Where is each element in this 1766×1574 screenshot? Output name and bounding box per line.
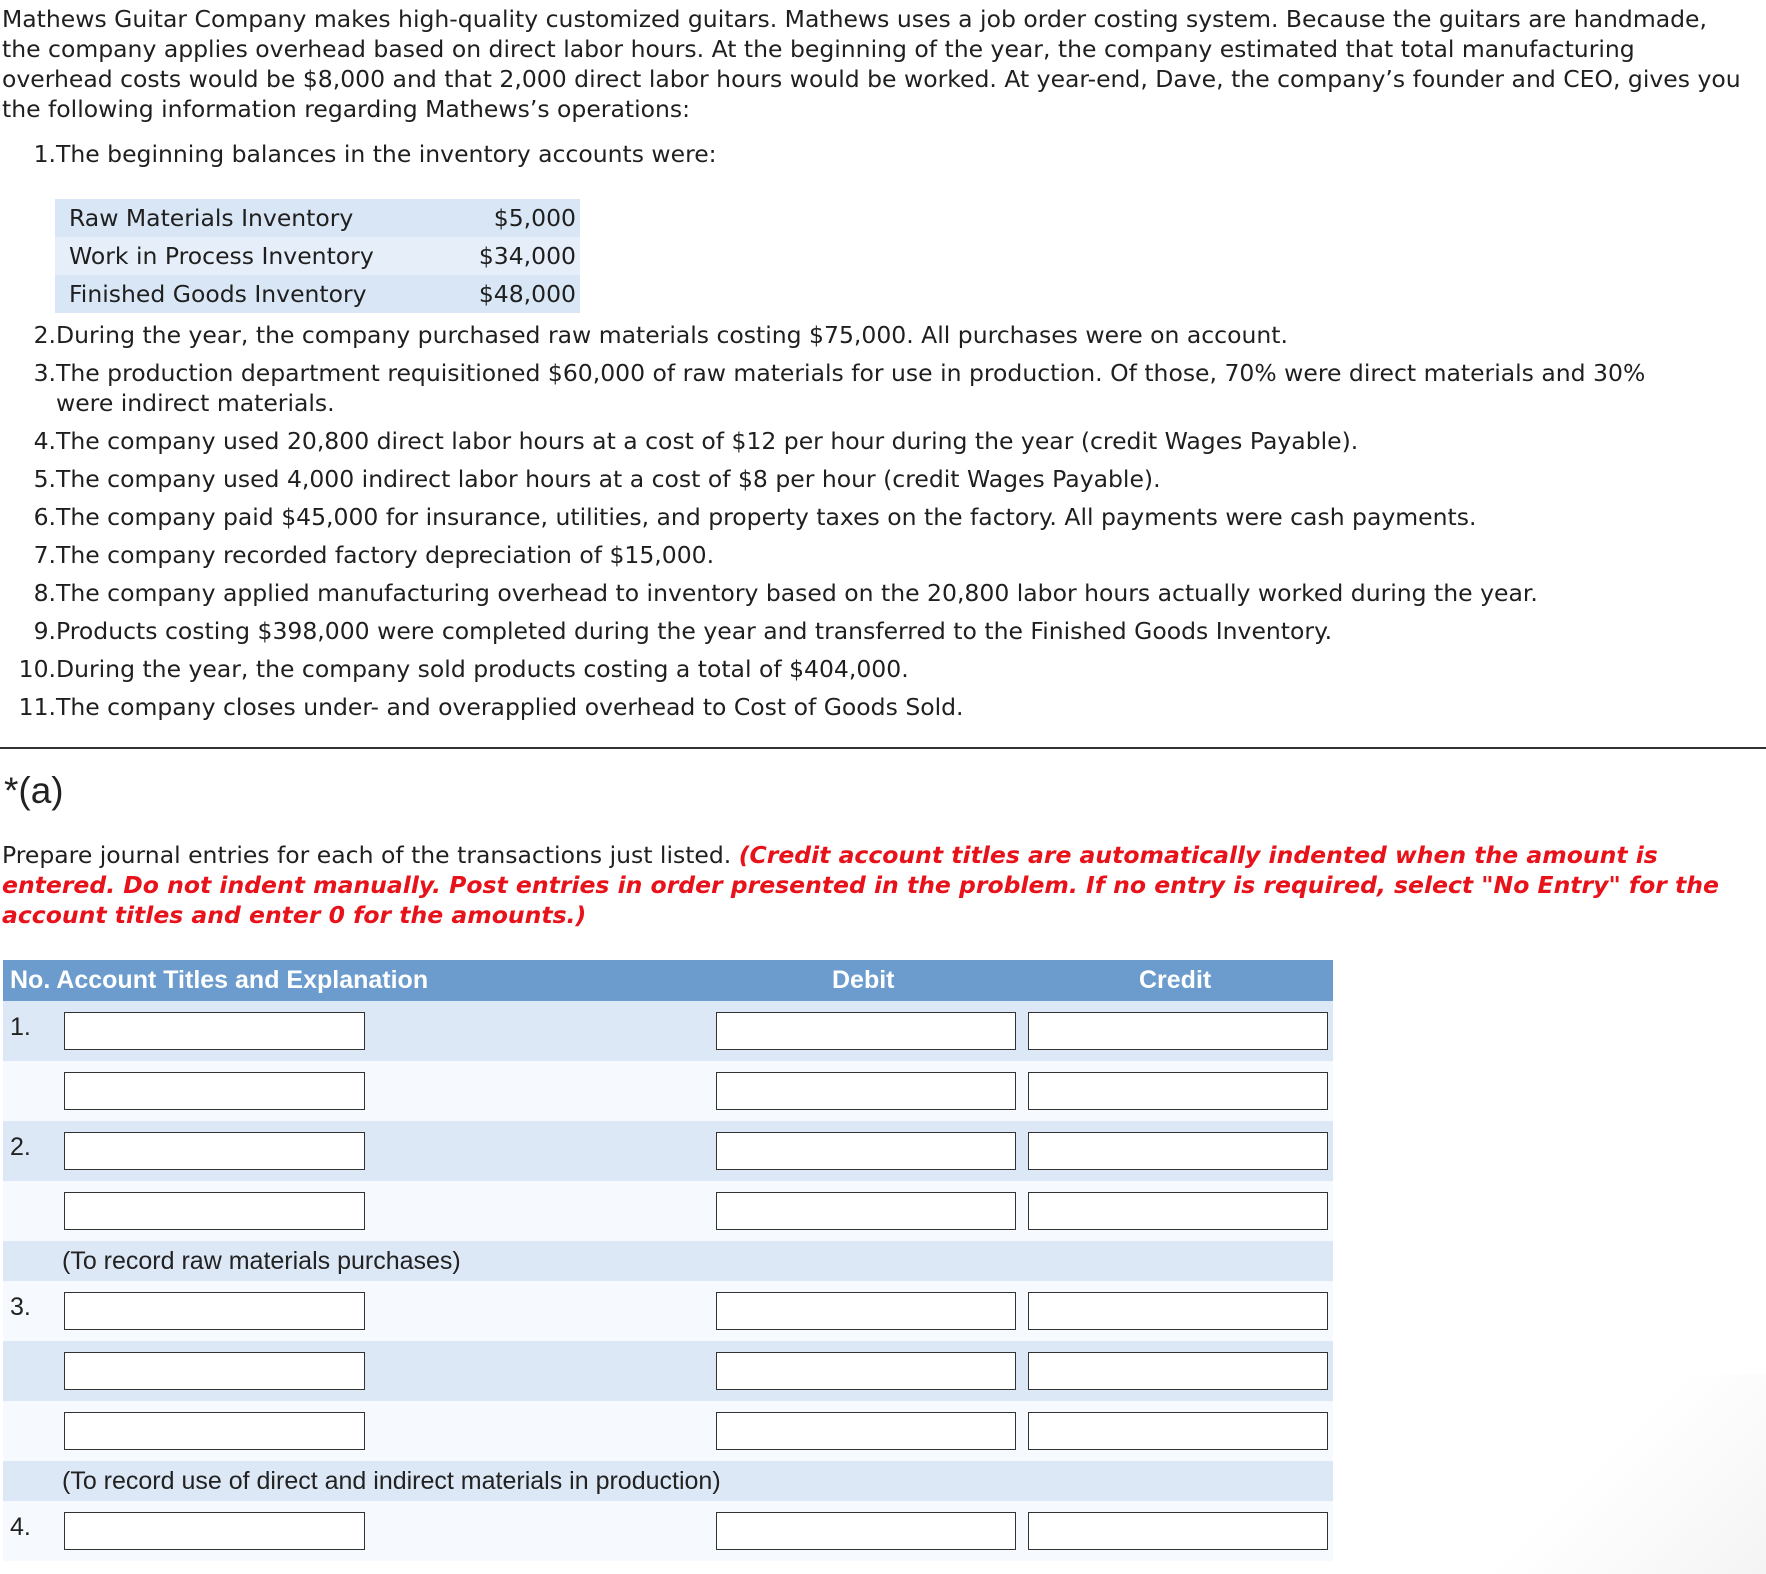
step-text: The beginning balances in the inventory accounts were:	[56, 140, 717, 168]
step-number: 11.	[18, 693, 56, 721]
beginning-balances-table	[55, 199, 580, 313]
credit-input[interactable]	[1028, 1292, 1328, 1330]
step-number: 8.	[33, 579, 56, 607]
step-text: The company applied manufacturing overhead to inventory based on the 20,800 labor hours actually worked during the year.	[56, 579, 1538, 607]
credit-input[interactable]	[1028, 1412, 1328, 1450]
instruction-text: Prepare journal entries for each of the transactions just listed.	[2, 841, 732, 869]
step-number: 10.	[18, 655, 56, 683]
journal-row	[3, 1341, 1333, 1401]
section-divider	[0, 747, 1766, 749]
step-text: During the year, the company purchased raw materials costing $75,000. All purchases were on account.	[56, 321, 1288, 349]
credit-input[interactable]	[1028, 1132, 1328, 1170]
step-number: 3.	[33, 359, 56, 387]
step-number: 1.	[33, 140, 56, 168]
account-title-input[interactable]	[64, 1072, 365, 1110]
step-2	[0, 320, 1750, 350]
journal-row	[3, 1181, 1333, 1241]
entry-explanation: (To record use of direct and indirect materials in production)	[62, 1467, 721, 1495]
debit-input[interactable]	[716, 1352, 1016, 1390]
header-account-titles: No. Account Titles and Explanation	[10, 966, 429, 994]
step-text: Products costing $398,000 were completed during the year and transferred to the Finished Goods Inventory.	[56, 617, 1333, 645]
balance-amount: $34,000	[443, 237, 580, 275]
step-text: The company paid $45,000 for insurance, utilities, and property taxes on the factory. All payments were cash payments.	[56, 503, 1477, 531]
entry-explanation: (To record raw materials purchases)	[62, 1247, 461, 1275]
step-10	[0, 654, 1750, 684]
journal-header	[3, 960, 1333, 1001]
journal-row	[3, 1001, 1333, 1061]
step-3	[0, 358, 1750, 418]
step-text: The company used 4,000 indirect labor hours at a cost of $8 per hour (credit Wages Payable).	[56, 465, 1161, 493]
debit-input[interactable]	[716, 1412, 1016, 1450]
debit-input[interactable]	[716, 1132, 1016, 1170]
step-text: The production department requisitioned $60,000 of raw materials for use in production. Of those, 70% were direct materials and 30% were indirect materials.	[56, 359, 1646, 417]
balance-amount: $5,000	[443, 199, 580, 237]
account-title-input[interactable]	[64, 1352, 365, 1390]
table-row	[55, 199, 580, 237]
account-title-input[interactable]	[64, 1512, 365, 1550]
step-1	[0, 139, 1750, 169]
journal-entry-table	[3, 960, 1333, 1561]
step-number: 7.	[33, 541, 56, 569]
part-label: *(a)	[4, 770, 64, 811]
entry-number: 4.	[10, 1513, 31, 1541]
journal-row	[3, 1401, 1333, 1461]
step-number: 4.	[33, 427, 56, 455]
header-credit: Credit	[1139, 966, 1212, 994]
step-text: The company recorded factory depreciation of $15,000.	[56, 541, 715, 569]
step-text: The company used 20,800 direct labor hours at a cost of $12 per hour during the year (credit Wages Payable).	[56, 427, 1359, 455]
step-text: The company closes under- and overapplied overhead to Cost of Goods Sold.	[56, 693, 964, 721]
problem-intro: Mathews Guitar Company makes high-quality customized guitars. Mathews uses a job order costing system. Because the guitars are handmade, the company applies overhead based on direct labor hours. At the beginning of the year, the company estimated that total manufacturing overhead costs would be $8,000 and that 2,000 direct labor hours would be worked. At year-end, Dave, the company’s founder and CEO, gives you the following information regarding Mathews’s operations:	[2, 5, 1741, 123]
journal-row	[3, 1121, 1333, 1181]
credit-input[interactable]	[1028, 1012, 1328, 1050]
table-row	[55, 237, 580, 275]
account-title-input[interactable]	[64, 1412, 365, 1450]
instructions	[2, 840, 1752, 930]
account-title-input[interactable]	[64, 1132, 365, 1170]
balance-account: Raw Materials Inventory	[55, 199, 443, 237]
step-11	[0, 692, 1750, 722]
account-title-input[interactable]	[64, 1292, 365, 1330]
journal-explanation-row	[3, 1241, 1333, 1281]
step-number: 6.	[33, 503, 56, 531]
debit-input[interactable]	[716, 1072, 1016, 1110]
header-debit: Debit	[832, 966, 895, 994]
credit-input[interactable]	[1028, 1192, 1328, 1230]
debit-input[interactable]	[716, 1292, 1016, 1330]
credit-input[interactable]	[1028, 1512, 1328, 1550]
step-8	[0, 578, 1750, 608]
step-9	[0, 616, 1750, 646]
journal-row	[3, 1061, 1333, 1121]
step-6	[0, 502, 1750, 532]
corner-shadow	[1266, 1374, 1766, 1574]
journal-row	[3, 1281, 1333, 1341]
balance-account: Finished Goods Inventory	[55, 275, 443, 313]
entry-number: 2.	[10, 1133, 31, 1161]
account-title-input[interactable]	[64, 1192, 365, 1230]
instruction-note: (Credit account titles are automatically indented when the amount is entered. Do not indent manually. Post entries in order presented in the problem. If no entry is required, select "No Entry" for the account titles and enter 0 for the amounts.)	[2, 841, 1719, 929]
balance-amount: $48,000	[443, 275, 580, 313]
account-title-input[interactable]	[64, 1012, 365, 1050]
step-5	[0, 464, 1750, 494]
debit-input[interactable]	[716, 1512, 1016, 1550]
step-text: During the year, the company sold products costing a total of $404,000.	[56, 655, 909, 683]
step-7	[0, 540, 1750, 570]
entry-number: 1.	[10, 1013, 31, 1041]
credit-input[interactable]	[1028, 1352, 1328, 1390]
step-4	[0, 426, 1750, 456]
journal-row	[3, 1501, 1333, 1561]
journal-explanation-row	[3, 1461, 1333, 1501]
credit-input[interactable]	[1028, 1072, 1328, 1110]
step-number: 2.	[33, 321, 56, 349]
step-number: 5.	[33, 465, 56, 493]
debit-input[interactable]	[716, 1192, 1016, 1230]
debit-input[interactable]	[716, 1012, 1016, 1050]
step-number: 9.	[33, 617, 56, 645]
table-row	[55, 275, 580, 313]
balance-account: Work in Process Inventory	[55, 237, 443, 275]
entry-number: 3.	[10, 1293, 31, 1321]
